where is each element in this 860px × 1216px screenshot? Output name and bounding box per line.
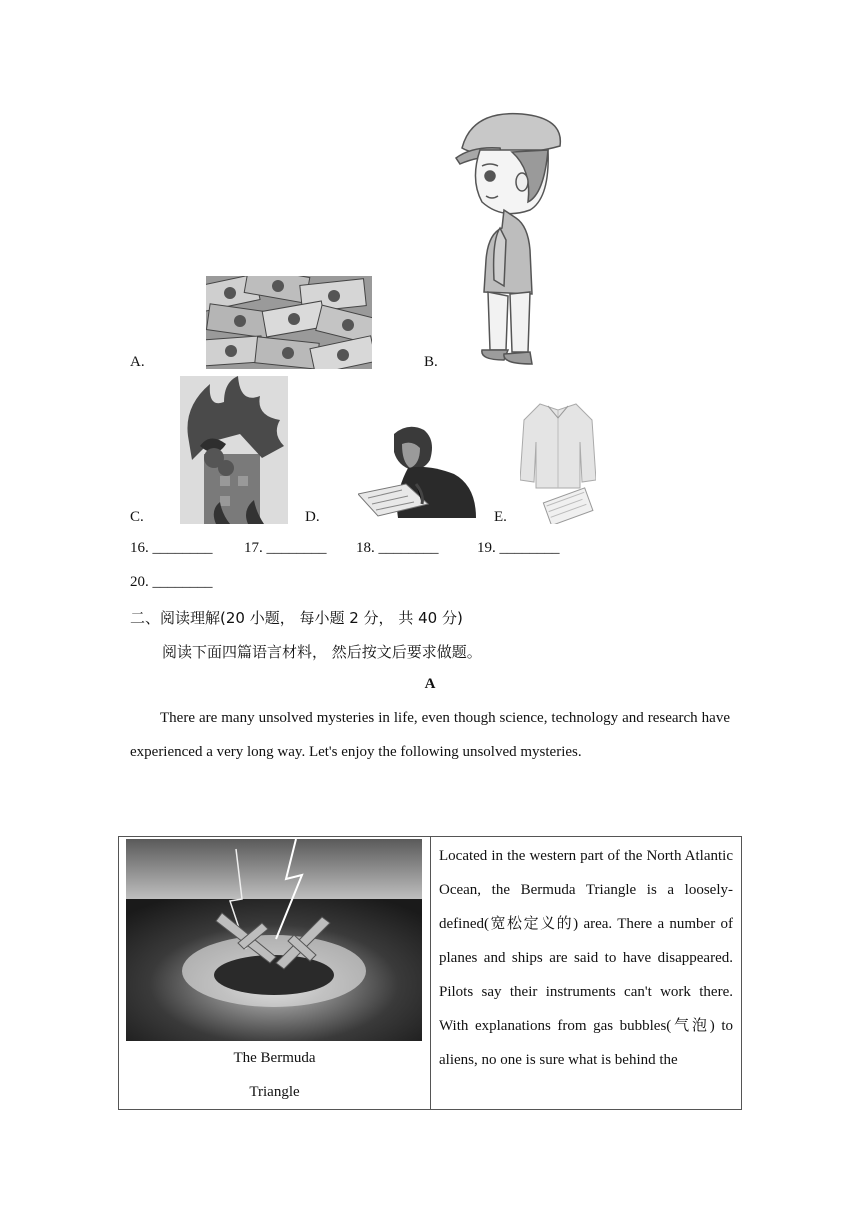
mystery-table xyxy=(118,836,742,1110)
option-c-label: C. xyxy=(130,509,144,525)
option-d-label: D. xyxy=(305,509,320,525)
bermuda-description: Located in the western part of the North Atlantic Ocean, the Bermuda Triangle is a loosely-defined(宽松定义的) area. There a number of planes and ships are said to have disappeared. Pilots say their instruments can't work there. With explanations from gas bubbles(气泡) to aliens, no one is sure what is behind the xyxy=(439,848,733,1068)
section-heading: 二、阅读理解(20 小题， 每小题 2 分， 共 40 分) xyxy=(130,609,463,627)
answer-blank-18[interactable]: 18. ________ xyxy=(356,540,439,556)
shirt-image xyxy=(520,402,596,524)
image-caption-line-1: The Bermuda xyxy=(233,1050,316,1066)
officer-cartoon-image xyxy=(452,110,564,366)
section-instruction: 阅读下面四篇语言材料， 然后按文后要求做题。 xyxy=(162,643,482,661)
bermuda-triangle-image xyxy=(126,839,422,1041)
option-b-label: B. xyxy=(424,354,438,370)
intro-paragraph: There are many unsolved mysteries in life, even though science, technology and research have experienced a very long way. Let's enjoy the following unsolved mysteries. xyxy=(130,710,730,760)
answer-blank-16[interactable]: 16. ________ xyxy=(130,540,213,556)
answer-blank-17[interactable]: 17. ________ xyxy=(244,540,327,556)
option-e-label: E. xyxy=(494,509,507,525)
answer-blank-20[interactable]: 20. ________ xyxy=(130,574,213,590)
man-writing-image xyxy=(358,424,478,518)
option-a-label: A. xyxy=(130,354,145,370)
image-cell xyxy=(119,837,431,1110)
burning-building-image xyxy=(180,376,288,524)
money-image xyxy=(206,276,372,369)
description-cell xyxy=(431,837,742,1110)
passage-letter: A xyxy=(424,676,436,692)
image-caption-line-2: Triangle xyxy=(249,1084,300,1100)
answer-blank-19[interactable]: 19. ________ xyxy=(477,540,560,556)
